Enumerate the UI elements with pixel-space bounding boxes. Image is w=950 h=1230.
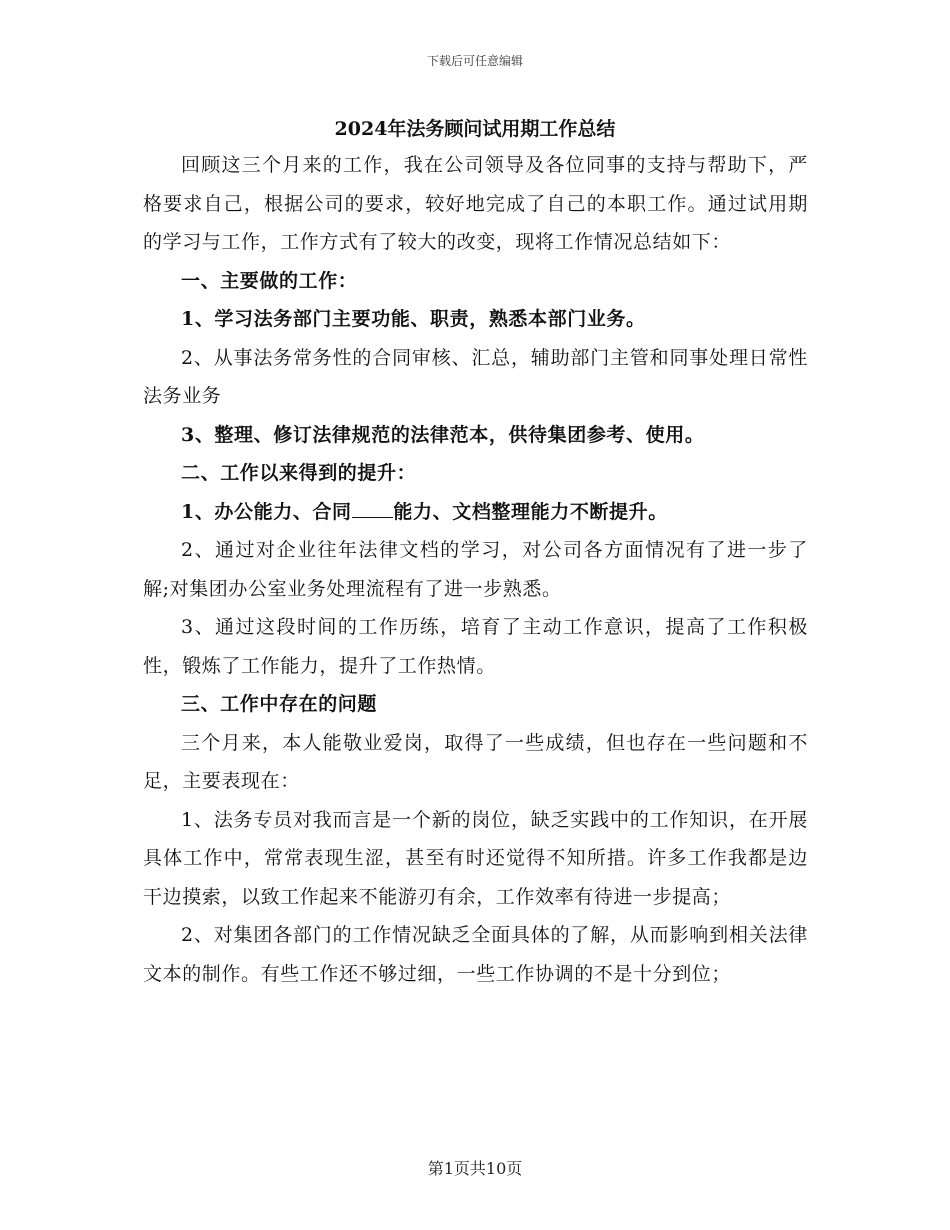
- document-title: 2024年法务顾问试用期工作总结: [334, 118, 616, 140]
- list-item: 1、法务专员对我而言是一个新的岗位，缺乏实践中的工作知识，在开展具体工作中，常常表现生涩，甚至有时还觉得不知所措。许多工作我都是边干边摸索，以致工作起来不能游刃有余，工作效率有待进一步提高；: [143, 808, 808, 908]
- blank-underline: [352, 499, 394, 517]
- list-item: 2、通过对企业往年法律文档的学习，对公司各方面情况有了进一步了解;对集团办公室业务处理流程有了进一步熟悉。: [143, 539, 808, 600]
- section-heading-problems: 三、工作中存在的问题: [181, 693, 378, 715]
- list-item: 3、通过这段时间的工作历练，培育了主动工作意识，提高了工作积极性，锻炼了工作能力，提升了工作热情。: [143, 616, 808, 677]
- list-item: 3、整理、修订法律规范的法律范本，供待集团参考、使用。: [181, 423, 705, 446]
- header-note: 下载后可任意编辑: [426, 54, 523, 68]
- problems-intro-paragraph: 三个月来，本人能敬业爱岗，取得了一些成绩，但也存在一些问题和不足，主要表现在：: [143, 731, 808, 792]
- section-heading-main-work: 一、主要做的工作：: [181, 269, 358, 292]
- section-heading-improvements: 二、工作以来得到的提升：: [181, 462, 417, 484]
- list-item: 2、从事法务常务性的合同审核、汇总，辅助部门主管和同事处理日常性法务业务: [143, 346, 808, 407]
- document-body: [143, 146, 808, 993]
- page-number: 第1页共10页: [427, 1159, 523, 1178]
- list-item-text-before: 1、办公能力、合同: [181, 500, 352, 523]
- list-item: [143, 493, 808, 532]
- list-item-text-after: 能力、文档整理能力不断提升。: [393, 500, 668, 523]
- intro-paragraph: 回顾这三个月来的工作，我在公司领导及各位同事的支持与帮助下，严格要求自己，根据公司的要求，较好地完成了自己的本职工作。通过试用期的学习与工作，工作方式有了较大的改变，现将工作情况总结如下：: [143, 154, 808, 253]
- list-item: 2、对集团各部门的工作情况缺乏全面具体的了解，从而影响到相关法律文本的制作。有些工作还不够过细，一些工作协调的不是十分到位；: [143, 924, 808, 985]
- list-item: 1、学习法务部门主要功能、职责，熟悉本部门业务。: [181, 308, 646, 330]
